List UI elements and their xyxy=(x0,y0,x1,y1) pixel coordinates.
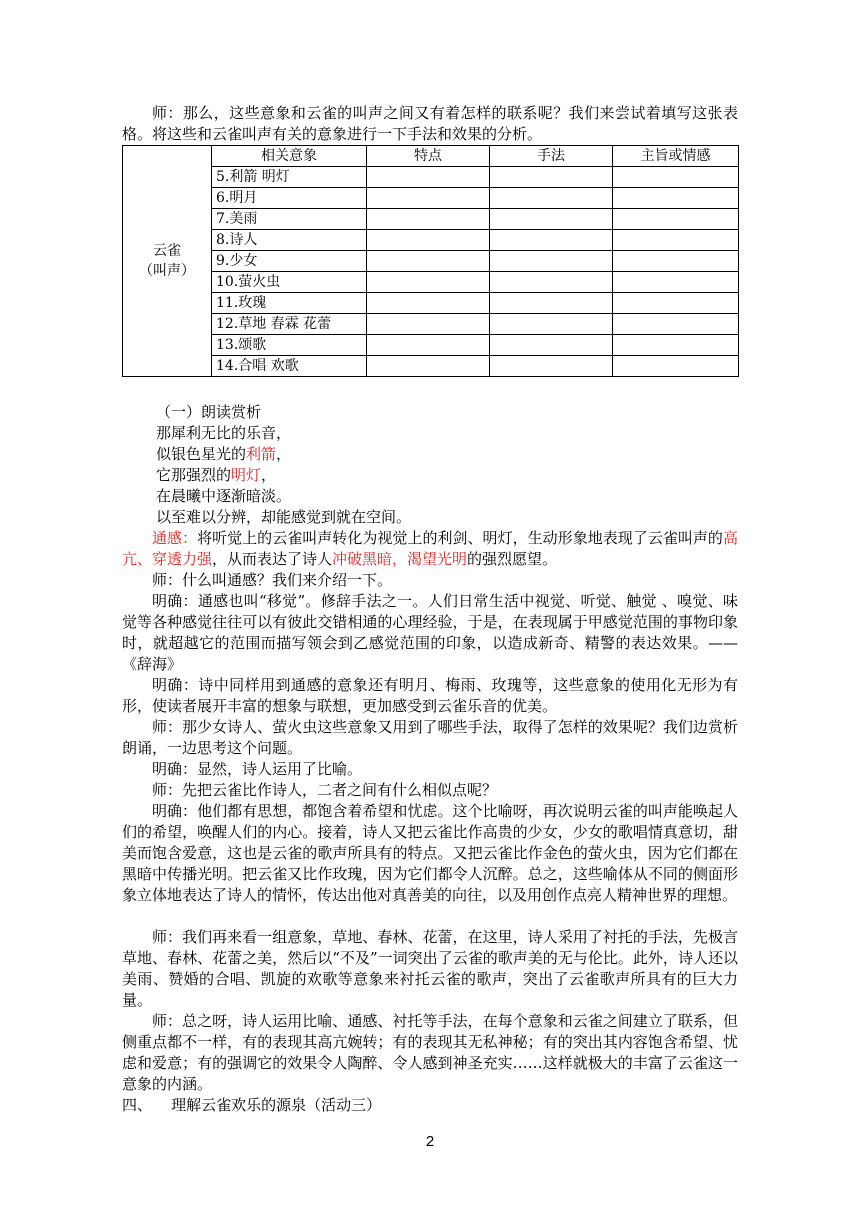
table-row xyxy=(123,272,739,293)
paragraph: 师：总之呀，诗人运用比喻、通感、衬托等手法，在每个意象和云雀之间建立了联系，但侧重点都不一样，有的表现其高亢婉转；有的表现其无私神秘；有的突出其内容饱含希望、忧虑和爱意；有的强调它的效果令人陶醉、令人感到神圣充实……这样就极大的丰富了云雀这一意象的内涵。 xyxy=(122,1012,738,1093)
synesthesia-paragraph: 通感：将听觉上的云雀叫声转化为视觉上的利剑、明灯，生动形象地表现了云雀叫声的高亢、穿透力强，从而表达了诗人冲破黑暗，渴望光明的强烈愿望。 xyxy=(122,529,738,568)
row-header-line1: 云雀 xyxy=(153,243,181,259)
highlight-arrow: 利箭 xyxy=(246,445,277,463)
poem-line: 似银色星光的利箭， xyxy=(156,445,292,463)
row-header-cell xyxy=(123,146,212,377)
intro-paragraph: 师：那么，这些意象和云雀的叫声之间又有着怎样的联系呢？我们来尝试着填写这张表格。将这些和云雀叫声有关的意象进行一下手法和效果的分析。 xyxy=(122,104,738,143)
image-cell: 7.美雨 xyxy=(212,209,367,230)
synesthesia-term: 通感： xyxy=(152,529,198,547)
section-heading: 四、 理解云雀欢乐的源泉（活动三） xyxy=(122,1096,382,1114)
table-row xyxy=(123,230,739,251)
image-cell: 9.少女 xyxy=(212,251,367,272)
highlight-lamp: 明灯 xyxy=(231,466,262,484)
table-row xyxy=(123,293,739,314)
paragraph: 明确：他们都有思想，都饱含着希望和忧虑。这个比喻呀，再次说明云雀的叫声能唤起人们的希望，唤醒人们的内心。接着，诗人又把云雀比作高贵的少女，少女的歌唱情真意切，甜美而饱含爱意，这也是云雀的歌声所具有的特点。又把云雀比作金色的萤火虫，因为它们都在黑暗中传播光明。把云雀又比作玫瑰，因为它们都令人沉醉。总之，这些喻体从不同的侧面形象立体地表达了诗人的情怀，传达出他对真善美的向往，以及用创作点亮人精神世界的理想。 xyxy=(122,802,738,904)
image-cell: 12.草地 春霖 花蕾 xyxy=(212,314,367,335)
table-row xyxy=(123,209,739,230)
imagery-analysis-table xyxy=(122,145,739,377)
poem-line: 在晨曦中逐渐暗淡。 xyxy=(156,487,292,505)
poem-line: 那犀利无比的乐音， xyxy=(156,424,292,442)
table-row xyxy=(123,251,739,272)
table-header-row xyxy=(123,146,739,167)
image-cell: 13.颂歌 xyxy=(212,335,367,356)
paragraph: 师：什么叫通感？我们来介绍一下。 xyxy=(152,571,393,589)
image-cell: 14.合唱 欢歌 xyxy=(212,356,367,377)
image-cell: 6.明月 xyxy=(212,188,367,209)
page-number: 2 xyxy=(425,1133,435,1150)
image-cell: 8.诗人 xyxy=(212,230,367,251)
table-row xyxy=(123,188,739,209)
image-cell: 5.利箭 明灯 xyxy=(212,167,367,188)
table-row xyxy=(123,356,739,377)
table-row xyxy=(123,167,739,188)
poem-line: 它那强烈的明灯， xyxy=(156,466,277,484)
section-heading: （一）朗读赏析 xyxy=(156,403,262,421)
column-header: 手法 xyxy=(490,146,613,167)
paragraph: 明确：诗中同样用到通感的意象还有明月、梅雨、玫瑰等，这些意象的使用化无形为有形，使读者展开丰富的想象与联想，更加感受到云雀乐音的优美。 xyxy=(122,676,738,715)
paragraph: 师：那少女诗人、萤火虫这些意象又用到了哪些手法，取得了怎样的效果呢？我们边赏析朗诵，一边思考这个问题。 xyxy=(122,718,738,757)
column-header: 相关意象 xyxy=(212,146,367,167)
paragraph: 明确：显然，诗人运用了比喻。 xyxy=(152,760,363,778)
column-header: 特点 xyxy=(367,146,490,167)
image-cell: 10.萤火虫 xyxy=(212,272,367,293)
image-cell: 11.玫瑰 xyxy=(212,293,367,314)
row-header-line2: （叫声） xyxy=(139,263,195,279)
poem-line: 以至难以分辨，却能感觉到就在空间。 xyxy=(156,508,412,526)
table-row xyxy=(123,314,739,335)
paragraph: 明确：通感也叫“移觉”。修辞手法之一。人们日常生活中视觉、听觉、触觉 、嗅觉、味觉等各种感觉往往可以有彼此交错相通的心理经验，于是，在表现属于甲感觉范围的事物印象时，就超越它的范围而描写领会到乙感觉范围的印象，以造成新奇、精警的表达效果。——《辞海》 xyxy=(122,592,738,673)
column-header: 主旨或情感 xyxy=(613,146,739,167)
paragraph: 师：先把云雀比作诗人，二者之间有什么相似点呢？ xyxy=(152,781,498,799)
table-row xyxy=(123,335,739,356)
paragraph: 师：我们再来看一组意象，草地、春林、花蕾，在这里，诗人采用了衬托的手法，先极言草地、春林、花蕾之美，然后以“不及”一词突出了云雀的歌声美的无与伦比。此外，诗人还以美雨、赞婚的合唱、凯旋的欢歌等意象来衬托云雀的歌声，突出了云雀歌声所具有的巨大力量。 xyxy=(122,928,738,1009)
